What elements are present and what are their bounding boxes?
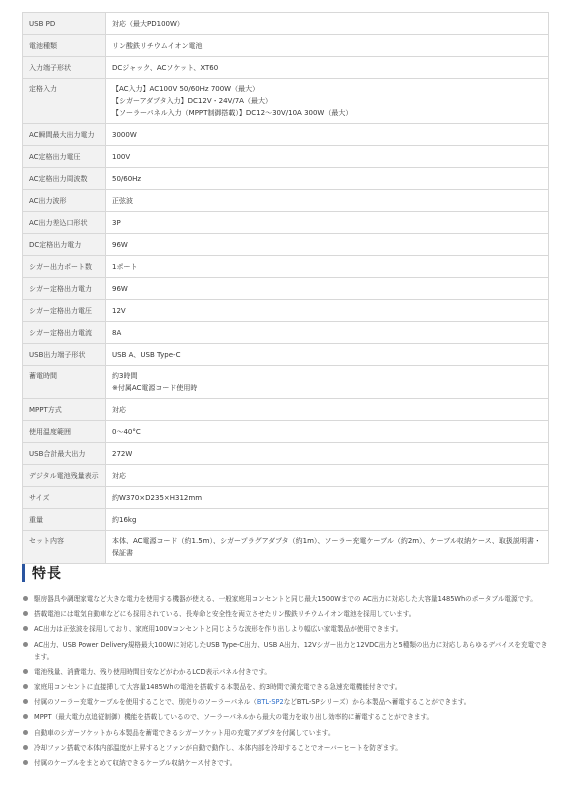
feature-text: MPPT（最大電力点追従制御）機能を搭載しているので、ソーラーパネルから最大の電力を取り出し効率的に蓄電することができます。 [34, 713, 434, 722]
spec-key: USB合計最大出力 [23, 443, 106, 465]
spec-key: 蓄電時間 [23, 366, 106, 399]
feature-text: 搭載電池には電気自動車などにも採用されている、長寿命と安全性を両立させたリン酸鉄リチウムイオン電池を採用しています。 [34, 610, 416, 619]
feature-list [22, 593, 549, 769]
bullet-icon [23, 626, 28, 631]
spec-value [106, 322, 549, 344]
spec-table [22, 12, 549, 564]
spec-row [23, 256, 549, 278]
spec-key: 使用温度範囲 [23, 421, 106, 443]
spec-key: AC定格出力周波数 [23, 168, 106, 190]
spec-value-line: 12V [112, 307, 126, 315]
spec-value-line: 8A [112, 329, 122, 337]
spec-value-line: 100V [112, 153, 131, 161]
spec-key: AC瞬間最大出力電力 [23, 124, 106, 146]
feature-item [22, 593, 549, 605]
spec-value-line: 50/60Hz [112, 175, 142, 183]
bullet-icon [23, 684, 28, 689]
spec-row [23, 234, 549, 256]
spec-row [23, 35, 549, 57]
spec-value-line: 約W370×D235×H312mm [112, 494, 203, 502]
feature-text: 電池残量、消費電力、残り使用時間目安などがわかるLCD表示パネル付きです。 [34, 667, 272, 676]
spec-value [106, 278, 549, 300]
spec-row [23, 278, 549, 300]
bullet-icon [23, 730, 28, 735]
spec-table-body [23, 13, 549, 564]
spec-value-line: 【ソーラーパネル入力（MPPT制御搭載）】DC12〜30V/10A 300W（最大） [112, 109, 353, 117]
spec-value-line: 対応（最大PD100W） [112, 20, 184, 28]
spec-value-line: 約16kg [112, 516, 137, 524]
spec-value [106, 300, 549, 322]
feature-item [22, 639, 549, 663]
spec-row [23, 322, 549, 344]
heading-accent-bar [22, 564, 25, 582]
spec-row [23, 79, 549, 124]
spec-value-line: 96W [112, 241, 128, 249]
bullet-icon [23, 699, 28, 704]
spec-value-line: 272W [112, 450, 133, 458]
spec-key: AC出力波形 [23, 190, 106, 212]
feature-item [22, 666, 549, 678]
spec-value [106, 366, 549, 399]
feature-item [22, 696, 549, 708]
spec-value [106, 487, 549, 509]
feature-item [22, 681, 549, 693]
spec-value-line: 0〜40°C [112, 428, 141, 436]
feature-text: 自動車のシガーソケットから本製品を蓄電できるシガーソケット用の充電アダプタを付属しています。 [34, 728, 335, 737]
feature-item [22, 757, 549, 769]
spec-value [106, 344, 549, 366]
spec-value-line: 【シガーアダプタ入力】DC12V・24V/7A（最大） [112, 97, 272, 105]
feature-item [22, 711, 549, 723]
spec-row [23, 13, 549, 35]
spec-value [106, 57, 549, 79]
spec-key: AC出力差込口形状 [23, 212, 106, 234]
spec-row [23, 443, 549, 465]
spec-value-line: 対応 [112, 406, 126, 414]
spec-row [23, 465, 549, 487]
feature-item [22, 727, 549, 739]
feature-text: 駆房器具や調理家電など大きな電力を使用する機器が使える、一般家庭用コンセントと同じ最大1500Wまでの AC出力に対応した大容量1485Whのポータブル電源です。 [34, 595, 537, 603]
spec-key: USB PD [23, 13, 106, 35]
spec-key: DC定格出力電力 [23, 234, 106, 256]
spec-key: 定格入力 [23, 79, 106, 124]
feature-text: 冷却ファン搭載で本体内部温度が上昇するとファンが自動で動作し、本体内部を冷却することでオーバーヒートを防ぎます。 [34, 743, 402, 752]
feature-item [22, 623, 549, 635]
spec-row [23, 124, 549, 146]
spec-value [106, 13, 549, 35]
spec-row [23, 146, 549, 168]
bullet-icon [23, 611, 28, 616]
spec-row [23, 509, 549, 531]
spec-key: AC定格出力電圧 [23, 146, 106, 168]
spec-row [23, 57, 549, 79]
bullet-icon [23, 669, 28, 674]
spec-key: USB出力端子形状 [23, 344, 106, 366]
spec-key: サイズ [23, 487, 106, 509]
spec-value-line: 3000W [112, 131, 137, 139]
spec-value-line: 本体、AC電源コード（約1.5m）、シガープラグアダプタ（約1m）、ソーラー充電ケーブル（約2m）、ケーブル収納ケース、取扱説明書・保証書 [112, 537, 541, 557]
spec-key: シガー定格出力電力 [23, 278, 106, 300]
spec-row [23, 212, 549, 234]
spec-value-line: 96W [112, 285, 128, 293]
feature-item [22, 742, 549, 754]
spec-value [106, 443, 549, 465]
spec-value [106, 421, 549, 443]
spec-value-line: USB A、USB Type-C [112, 351, 181, 359]
spec-value-line: 正弦波 [112, 197, 133, 205]
spec-row [23, 300, 549, 322]
spec-key: シガー定格出力電圧 [23, 300, 106, 322]
spec-row [23, 190, 549, 212]
bullet-icon [23, 760, 28, 765]
spec-value [106, 168, 549, 190]
spec-value [106, 465, 549, 487]
spec-value-line: 1ポート [112, 263, 138, 271]
spec-key: セット内容 [23, 531, 106, 564]
spec-value-line: 約3時間 [112, 372, 138, 380]
bullet-icon [23, 596, 28, 601]
spec-key: 重量 [23, 509, 106, 531]
feature-text: AC出力は正弦波を採用しており、家庭用100Vコンセントと同じような波形を作り出しより幅広い家電製品が使用できます。 [34, 625, 403, 634]
spec-value [106, 531, 549, 564]
spec-value [106, 212, 549, 234]
spec-key: シガー出力ポート数 [23, 256, 106, 278]
spec-value [106, 234, 549, 256]
bullet-icon [23, 714, 28, 719]
spec-row [23, 399, 549, 421]
feature-text: 付属のケーブルをまとめて収納できるケーブル収納ケース付きです。 [34, 758, 237, 767]
spec-value-line: ※付属AC電源コード使用時 [112, 384, 198, 392]
spec-row [23, 531, 549, 564]
spec-row [23, 421, 549, 443]
feature-text: AC出力、USB Power Delivery規格最大100Wに対応したUSB Type-C出力、USB A出力、12Vシガー出力と12VDC出力と5種類の出力に対応しあらゆるデバイスを充電できます。 [34, 640, 548, 661]
spec-value [106, 146, 549, 168]
spec-value-line: 【AC入力】AC100V 50/60Hz 700W（最大） [112, 85, 260, 93]
spec-row [23, 344, 549, 366]
spec-value [106, 35, 549, 57]
bullet-icon [23, 642, 28, 647]
spec-value [106, 256, 549, 278]
spec-value-line: リン酸鉄リチウムイオン電池 [112, 42, 203, 50]
feature-item [22, 608, 549, 620]
spec-key: 入力端子形状 [23, 57, 106, 79]
features-heading [22, 563, 549, 583]
spec-key: デジタル電池残量表示 [23, 465, 106, 487]
features-section [22, 563, 549, 772]
feature-text: などBTL-SPシリーズ）から本製品へ蓄電することができます。 [283, 698, 471, 707]
spec-value-line: 対応 [112, 472, 126, 480]
spec-value [106, 509, 549, 531]
spec-value-line: DCジャック、ACソケット、XT60 [112, 64, 219, 72]
spec-value [106, 79, 549, 124]
feature-text: 家庭用コンセントに直接挿して大容量1485Whの電池を搭載する本製品を、約3時間で満充電できる急速充電機能付きです。 [34, 682, 402, 691]
spec-row [23, 487, 549, 509]
product-link[interactable]: BTL-SP2 [256, 698, 284, 707]
feature-text: 付属のソーラー充電ケーブルを使用することで、別売りのソーラーパネル（ [34, 698, 257, 707]
spec-value [106, 399, 549, 421]
features-title: 特長 [32, 566, 62, 582]
spec-row [23, 366, 549, 399]
bullet-icon [23, 745, 28, 750]
spec-value [106, 124, 549, 146]
spec-value-line: 3P [112, 219, 121, 227]
spec-key: 電池種類 [23, 35, 106, 57]
spec-value [106, 190, 549, 212]
spec-key: MPPT方式 [23, 399, 106, 421]
spec-key: シガー定格出力電流 [23, 322, 106, 344]
spec-row [23, 168, 549, 190]
